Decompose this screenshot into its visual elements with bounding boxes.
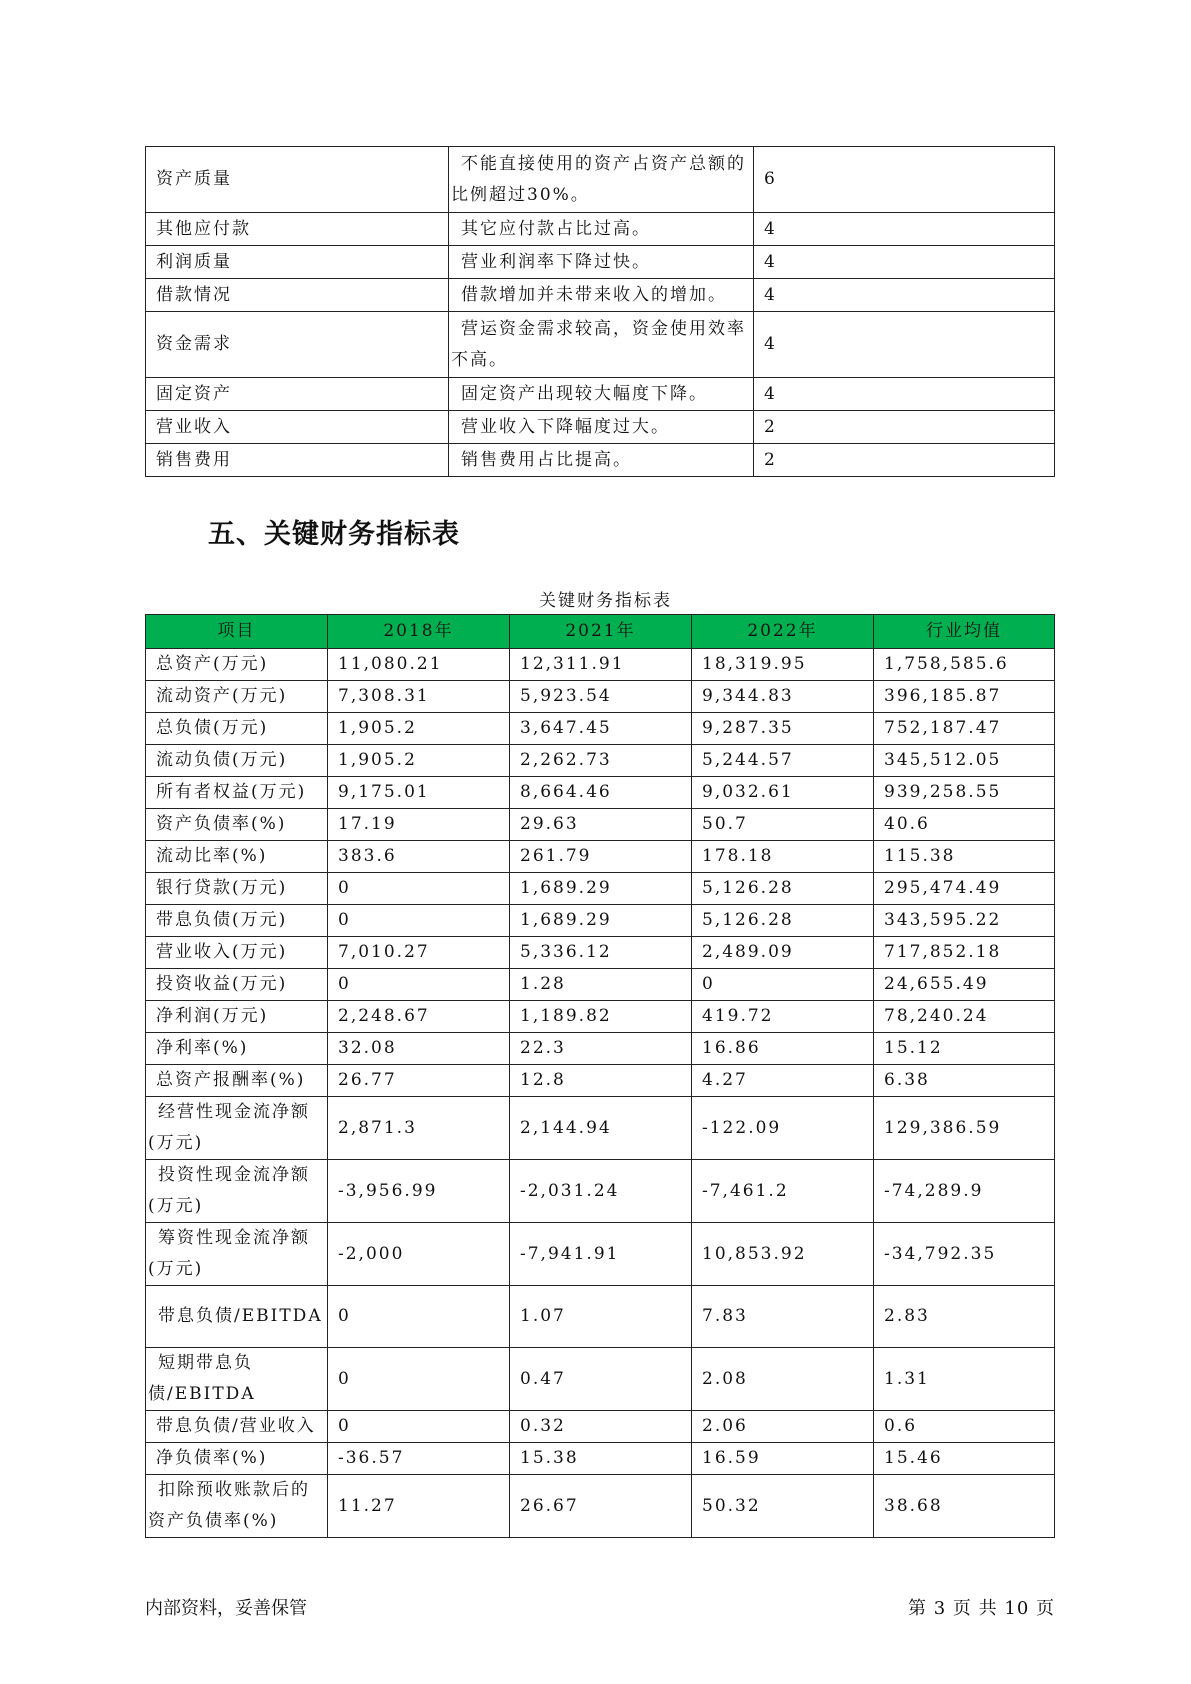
cell-value: 32.08	[328, 1033, 510, 1065]
row-label: 经营性现金流净额(万元)	[146, 1097, 328, 1160]
cell-value: 3,647.45	[510, 713, 692, 745]
table-row	[146, 1065, 1055, 1097]
table-row	[146, 378, 1055, 411]
row-label: 银行贷款(万元)	[146, 873, 328, 905]
financial-indicators-table	[145, 614, 1055, 1538]
cell-value: 0	[328, 1286, 510, 1348]
cell-value: 0.47	[510, 1348, 692, 1411]
cell-value: -36.57	[328, 1443, 510, 1475]
table-row	[146, 312, 1055, 378]
row-label: 净利润(万元)	[146, 1001, 328, 1033]
risk-score: 4	[754, 246, 1055, 279]
row-label: 短期带息负债/EBITDA	[146, 1348, 328, 1411]
risk-item: 固定资产	[146, 378, 449, 411]
cell-value: 5,923.54	[510, 681, 692, 713]
cell-value: 16.59	[692, 1443, 874, 1475]
row-label: 带息负债/营业收入	[146, 1411, 328, 1443]
table-row	[146, 1223, 1055, 1286]
footer-page-number: 第 3 页 共 10 页	[908, 1598, 1055, 1619]
table-caption: 关键财务指标表	[539, 591, 672, 611]
cell-value: 50.7	[692, 809, 874, 841]
cell-value: 0	[328, 873, 510, 905]
cell-value: 22.3	[510, 1033, 692, 1065]
cell-value: 2,871.3	[328, 1097, 510, 1160]
row-label: 资产负债率(%)	[146, 809, 328, 841]
row-label: 净负债率(%)	[146, 1443, 328, 1475]
column-header: 2018年	[328, 615, 510, 649]
table-row	[146, 873, 1055, 905]
cell-value: 10,853.92	[692, 1223, 874, 1286]
cell-value: 15.38	[510, 1443, 692, 1475]
row-label: 带息负债(万元)	[146, 905, 328, 937]
cell-value: 752,187.47	[874, 713, 1055, 745]
row-label: 总资产报酬率(%)	[146, 1065, 328, 1097]
table-row	[146, 213, 1055, 246]
risk-description: 借款增加并未带来收入的增加。	[449, 279, 754, 312]
cell-value: 2,489.09	[692, 937, 874, 969]
cell-value: 18,319.95	[692, 649, 874, 681]
cell-value: 12.8	[510, 1065, 692, 1097]
table-row	[146, 411, 1055, 444]
row-label: 净利率(%)	[146, 1033, 328, 1065]
cell-value: 129,386.59	[874, 1097, 1055, 1160]
cell-value: 2,248.67	[328, 1001, 510, 1033]
risk-item: 其他应付款	[146, 213, 449, 246]
cell-value: 1,758,585.6	[874, 649, 1055, 681]
risk-score: 4	[754, 213, 1055, 246]
cell-value: 1,189.82	[510, 1001, 692, 1033]
section-heading: 五、关键财务指标表	[208, 519, 460, 550]
risk-item: 营业收入	[146, 411, 449, 444]
cell-value: 78,240.24	[874, 1001, 1055, 1033]
cell-value: -2,000	[328, 1223, 510, 1286]
cell-value: 1,689.29	[510, 873, 692, 905]
cell-value: 9,287.35	[692, 713, 874, 745]
cell-value: 178.18	[692, 841, 874, 873]
cell-value: -7,461.2	[692, 1160, 874, 1223]
risk-score: 4	[754, 312, 1055, 378]
risk-item: 借款情况	[146, 279, 449, 312]
risk-description: 营业收入下降幅度过大。	[449, 411, 754, 444]
cell-value: 11,080.21	[328, 649, 510, 681]
cell-value: 1,905.2	[328, 713, 510, 745]
cell-value: 4.27	[692, 1065, 874, 1097]
risk-score: 2	[754, 444, 1055, 477]
cell-value: 7,308.31	[328, 681, 510, 713]
table-row	[146, 841, 1055, 873]
cell-value: -2,031.24	[510, 1160, 692, 1223]
cell-value: 16.86	[692, 1033, 874, 1065]
cell-value: 26.77	[328, 1065, 510, 1097]
table-row	[146, 279, 1055, 312]
cell-value: 1.28	[510, 969, 692, 1001]
table-row	[146, 147, 1055, 213]
cell-value: 50.32	[692, 1475, 874, 1538]
row-label: 投资性现金流净额(万元)	[146, 1160, 328, 1223]
table-row	[146, 969, 1055, 1001]
row-label: 投资收益(万元)	[146, 969, 328, 1001]
cell-value: 0	[328, 1411, 510, 1443]
cell-value: 2.83	[874, 1286, 1055, 1348]
cell-value: 29.63	[510, 809, 692, 841]
cell-value: 2,262.73	[510, 745, 692, 777]
cell-value: 6.38	[874, 1065, 1055, 1097]
column-header: 2021年	[510, 615, 692, 649]
cell-value: 717,852.18	[874, 937, 1055, 969]
cell-value: 2,144.94	[510, 1097, 692, 1160]
cell-value: 7.83	[692, 1286, 874, 1348]
risk-description: 不能直接使用的资产占资产总额的比例超过30%。	[449, 147, 754, 213]
cell-value: 295,474.49	[874, 873, 1055, 905]
cell-value: 343,595.22	[874, 905, 1055, 937]
cell-value: -34,792.35	[874, 1223, 1055, 1286]
risk-description: 营运资金需求较高，资金使用效率不高。	[449, 312, 754, 378]
cell-value: 5,126.28	[692, 873, 874, 905]
table-row	[146, 1443, 1055, 1475]
row-label: 总资产(万元)	[146, 649, 328, 681]
risk-item: 资产质量	[146, 147, 449, 213]
column-header: 行业均值	[874, 615, 1055, 649]
risk-score: 2	[754, 411, 1055, 444]
cell-value: 2.06	[692, 1411, 874, 1443]
table-row	[146, 681, 1055, 713]
table-row	[146, 1160, 1055, 1223]
table-row	[146, 809, 1055, 841]
table-row	[146, 649, 1055, 681]
column-header: 2022年	[692, 615, 874, 649]
cell-value: 38.68	[874, 1475, 1055, 1538]
cell-value: 0	[328, 1348, 510, 1411]
cell-value: 15.12	[874, 1033, 1055, 1065]
cell-value: 0	[692, 969, 874, 1001]
cell-value: 26.67	[510, 1475, 692, 1538]
table-row	[146, 444, 1055, 477]
table-row	[146, 745, 1055, 777]
cell-value: 9,344.83	[692, 681, 874, 713]
table-row	[146, 1348, 1055, 1411]
cell-value: 419.72	[692, 1001, 874, 1033]
cell-value: 0	[328, 905, 510, 937]
cell-value: 12,311.91	[510, 649, 692, 681]
cell-value: 0.32	[510, 1411, 692, 1443]
cell-value: 8,664.46	[510, 777, 692, 809]
row-label: 流动比率(%)	[146, 841, 328, 873]
cell-value: 1,689.29	[510, 905, 692, 937]
risk-item: 利润质量	[146, 246, 449, 279]
risk-description: 营业利润率下降过快。	[449, 246, 754, 279]
cell-value: 2.08	[692, 1348, 874, 1411]
risk-item: 资金需求	[146, 312, 449, 378]
cell-value: -7,941.91	[510, 1223, 692, 1286]
risk-score: 6	[754, 147, 1055, 213]
cell-value: -3,956.99	[328, 1160, 510, 1223]
risk-score: 4	[754, 378, 1055, 411]
cell-value: 15.46	[874, 1443, 1055, 1475]
cell-value: 5,126.28	[692, 905, 874, 937]
cell-value: 1,905.2	[328, 745, 510, 777]
table-header-row	[146, 615, 1055, 649]
table-row	[146, 937, 1055, 969]
cell-value: 1.31	[874, 1348, 1055, 1411]
cell-value: 9,175.01	[328, 777, 510, 809]
table-row	[146, 1001, 1055, 1033]
cell-value: 7,010.27	[328, 937, 510, 969]
row-label: 总负债(万元)	[146, 713, 328, 745]
table-row	[146, 1097, 1055, 1160]
table-row	[146, 905, 1055, 937]
table-row	[146, 1475, 1055, 1538]
cell-value: 383.6	[328, 841, 510, 873]
risk-score: 4	[754, 279, 1055, 312]
cell-value: 0	[328, 969, 510, 1001]
cell-value: 5,244.57	[692, 745, 874, 777]
footer-confidential: 内部资料，妥善保管	[145, 1598, 307, 1619]
cell-value: 24,655.49	[874, 969, 1055, 1001]
risk-description: 其它应付款占比过高。	[449, 213, 754, 246]
cell-value: 17.19	[328, 809, 510, 841]
row-label: 流动负债(万元)	[146, 745, 328, 777]
table-row	[146, 1286, 1055, 1348]
cell-value: 396,185.87	[874, 681, 1055, 713]
cell-value: 5,336.12	[510, 937, 692, 969]
table-row	[146, 1411, 1055, 1443]
row-label: 带息负债/EBITDA	[146, 1286, 328, 1348]
row-label: 流动资产(万元)	[146, 681, 328, 713]
risk-item: 销售费用	[146, 444, 449, 477]
row-label: 营业收入(万元)	[146, 937, 328, 969]
cell-value: 9,032.61	[692, 777, 874, 809]
table-row	[146, 1033, 1055, 1065]
cell-value: 345,512.05	[874, 745, 1055, 777]
cell-value: 11.27	[328, 1475, 510, 1538]
cell-value: 1.07	[510, 1286, 692, 1348]
risk-description: 固定资产出现较大幅度下降。	[449, 378, 754, 411]
cell-value: -122.09	[692, 1097, 874, 1160]
row-label: 所有者权益(万元)	[146, 777, 328, 809]
table-row	[146, 246, 1055, 279]
cell-value: 0.6	[874, 1411, 1055, 1443]
risk-description: 销售费用占比提高。	[449, 444, 754, 477]
cell-value: 939,258.55	[874, 777, 1055, 809]
risk-table	[145, 146, 1055, 477]
row-label: 筹资性现金流净额(万元)	[146, 1223, 328, 1286]
table-row	[146, 777, 1055, 809]
cell-value: -74,289.9	[874, 1160, 1055, 1223]
cell-value: 40.6	[874, 809, 1055, 841]
cell-value: 115.38	[874, 841, 1055, 873]
column-header: 项目	[146, 615, 328, 649]
row-label: 扣除预收账款后的资产负债率(%)	[146, 1475, 328, 1538]
table-row	[146, 713, 1055, 745]
cell-value: 261.79	[510, 841, 692, 873]
